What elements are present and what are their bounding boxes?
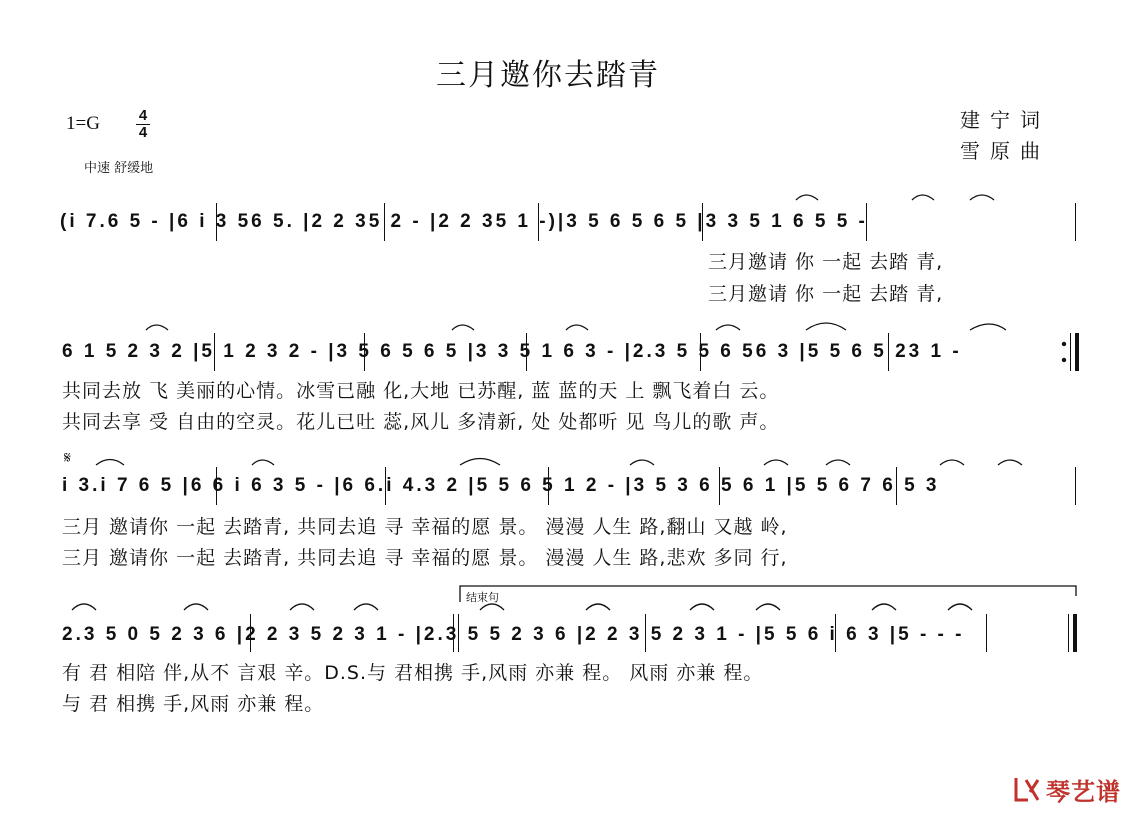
final-barline [1068, 614, 1069, 652]
score-system-2-notes: 6 1 5 2 3 2 |5 1 2 3 2 - |3 5 6 5 6 5 |3 3 5 1 6 3 - |2.3 5 5 6 56 3 |5 5 6 5 23 1 - [62, 341, 962, 362]
barline [214, 333, 215, 371]
tempo-marking: 中速 舒缓地 [84, 161, 154, 176]
slur [912, 195, 934, 200]
repeat-barline [1070, 333, 1071, 371]
barline [888, 333, 889, 371]
final-barline-thick [1073, 614, 1077, 652]
score-system-4-notes: 2.3 5 0 5 2 3 6 |2 2 3 5 2 3 1 - |2.3 5 5 2 3 6 |2 2 3 5 2 3 1 - |5 5 6 i 6 3 |5 - - - [62, 624, 965, 645]
score-system-3-notes: i 3.i 7 6 5 |6 6 i 6 3 5 - |6 6.i 4.3 2 |5 5 6 5 1 2 - |3 5 3 6 5 6 1 |5 5 6 7 6 5 3 [62, 475, 940, 496]
slur [586, 604, 610, 610]
barline [866, 203, 867, 241]
score-system-3-lyrics-verse-2: 三月 邀请你 一起 去踏青, 共同去追 寻 幸福的愿 景。 漫漫 人生 路,悲欢 多同 行, [62, 547, 788, 569]
barline [645, 614, 646, 652]
slur [452, 325, 474, 330]
barline [216, 203, 217, 241]
slur [146, 325, 168, 330]
barline [384, 203, 385, 241]
slur [998, 460, 1022, 465]
slur [796, 195, 818, 200]
slur [96, 460, 124, 466]
slur [716, 325, 740, 330]
slur [690, 604, 714, 610]
slur [252, 460, 274, 465]
slur [806, 323, 846, 330]
slur [826, 460, 850, 465]
barline [1075, 203, 1076, 241]
barline [986, 614, 987, 652]
key-signature: 1=G [66, 113, 100, 134]
score-system-2-lyrics-verse-1: 共同去放 飞 美丽的心情。冰雪已融 化,大地 已苏醒, 蓝 蓝的天 上 飘飞着白 云。 [62, 380, 780, 402]
slur [756, 604, 780, 610]
slur [354, 604, 378, 610]
score-system-4-lyrics-verse-1: 有 君 相陪 伴,从不 言艰 辛。D.S.与 君相携 手,风雨 亦兼 程。 风雨 亦兼 程。 [62, 662, 764, 684]
slur [970, 195, 994, 200]
site-logo [1012, 772, 1122, 806]
barline [538, 203, 539, 241]
barline [364, 333, 365, 371]
slur [72, 604, 96, 610]
barline [216, 467, 217, 505]
slur [940, 460, 964, 465]
ending-label: 结束句 [466, 591, 499, 604]
page-title: 三月邀你去踏青 [436, 58, 660, 93]
time-signature-denominator: 4 [138, 124, 148, 141]
barline [835, 614, 836, 652]
time-signature-numerator: 4 [138, 107, 148, 124]
slur [948, 604, 972, 610]
barline [700, 333, 701, 371]
barline [896, 467, 897, 505]
slur [872, 604, 896, 610]
score-system-3-lyrics-verse-1: 三月 邀请你 一起 去踏青, 共同去追 寻 幸福的愿 景。 漫漫 人生 路,翻山 又越 岭, [62, 516, 788, 538]
slur [460, 459, 500, 466]
score-system-1-lyrics-verse-1: 三月邀请 你 一起 去踏 青, [708, 251, 944, 273]
logo-text: 琴艺谱 [1046, 778, 1121, 806]
slur [566, 325, 588, 330]
barline [250, 614, 251, 652]
repeat-barline-thick [1075, 333, 1079, 371]
slur [970, 324, 1006, 330]
composer-credit: 雪原曲 [960, 139, 1050, 163]
barline [453, 614, 454, 652]
ending-bracket [460, 586, 1076, 602]
logo-mark-icon [1012, 774, 1042, 804]
repeat-dot [1062, 358, 1066, 362]
score-system-2-lyrics-verse-2: 共同去享 受 自由的空灵。花儿已吐 蕊,风儿 多清新, 处 处都听 见 鸟儿的歌 声。 [62, 411, 780, 433]
slur [290, 604, 314, 610]
slur [630, 460, 654, 465]
barline [702, 203, 703, 241]
segno-sign: 𝄋 [64, 448, 71, 467]
barline [1075, 467, 1076, 505]
score-system-1-lyrics-verse-2: 三月邀请 你 一起 去踏 青, [708, 283, 944, 305]
time-signature [136, 109, 150, 140]
slur [764, 460, 788, 465]
barline [458, 614, 459, 652]
repeat-dot [1062, 342, 1066, 346]
lyricist-credit: 建宁词 [960, 108, 1050, 132]
score-system-4-lyrics-verse-2: 与 君 相携 手,风雨 亦兼 程。 [62, 693, 325, 715]
barline [385, 467, 386, 505]
barline [526, 333, 527, 371]
barline [719, 467, 720, 505]
score-system-1-notes: (i 7.6 5 - |6 i 3 56 5. |2 2 35 2 - |2 2 35 1 -)|3 5 6 5 6 5 |3 3 5 1 6 5 5 - [60, 211, 868, 232]
slur [184, 604, 208, 610]
barline [548, 467, 549, 505]
